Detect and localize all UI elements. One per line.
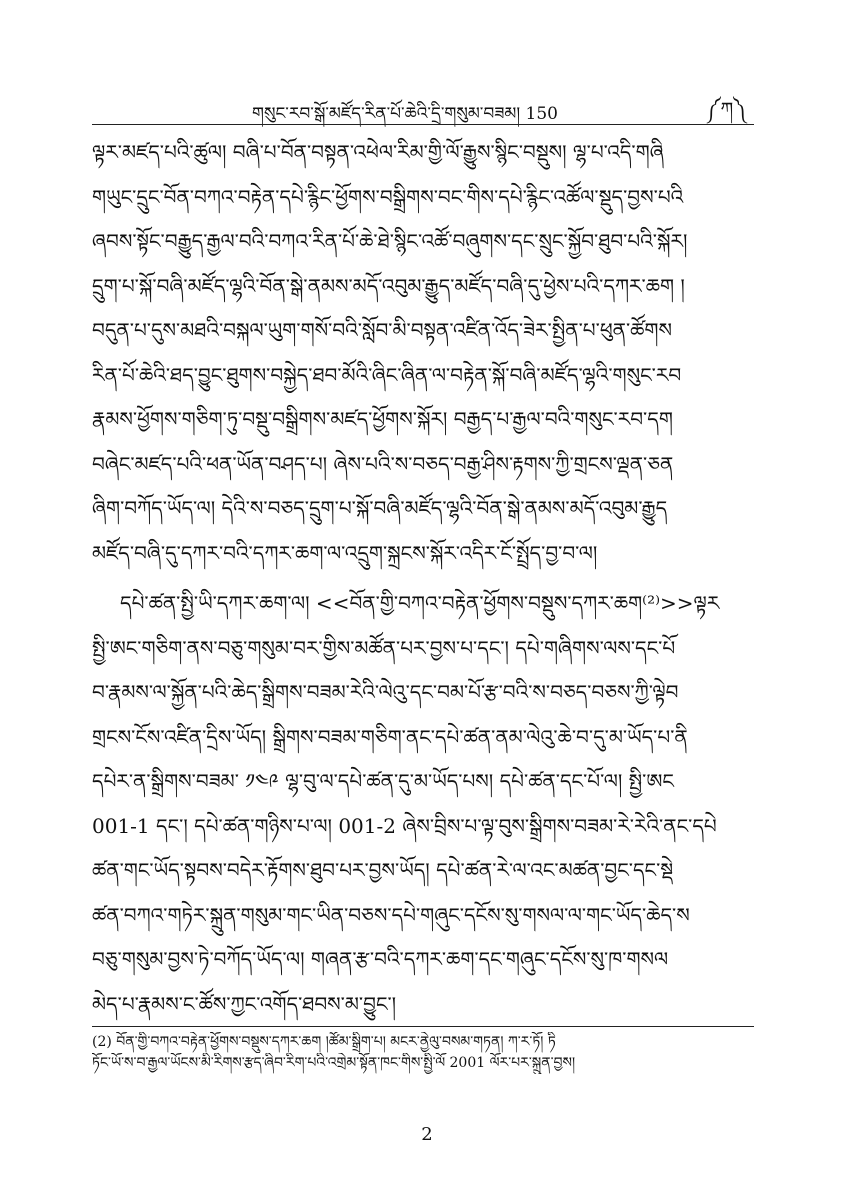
footnote-line: (2) བོན་གྱི་བཀའ་བརྟེན་ཕྱོགས་བསྡུས་དཀར་ཆག །ཚོམ་སྒྲིག་པ། མངར་ནྱེལུ་བསམ་གཏན། ཀ་ར་ཏོ། ཏི (92, 1034, 556, 1050)
text-line: བ་རྣམས་ལ་སྐྱོན་པའི་ཆེད་སྒྲིགས་བཟམ་རེའི་ལེའུ་དང་བམ་པོ་རྩ་བའི་ས་བཅད་བཅས་ཀྱི་ལྟེབ (92, 680, 679, 704)
paragraph-1 (92, 130, 754, 575)
text-line: དྲུག་པ་སྐོ་བཞི་མཛོད་ལྷའི་བོན་སྒེ་ནམས་མདོ་འབུམ་རྒྱུད་མཛོད་བཞི་དུ་ཕྱེས་པའི་དཀར་ཆག ། (92, 273, 685, 298)
running-header-page-label: ༼ཀ༽ (706, 99, 746, 120)
text-line: ཞབས་སྟོང་བརྒྱུད་རྒྱལ་བའི་བཀའ་རིན་པོ་ཆེ་ཐེ་སྙིང་འཚོ་བཞུགས་དང་སྲུང་སྐྱོབ་ཐུབ་པའི་སྐོར། (92, 229, 688, 253)
text-line: རྣམས་ཕྱོགས་གཅིག་ཏུ་བསྡུ་བསྒྲིགས་མཛད་ཕྱོགས་སྐོར། བརྒྱད་པ་རྒྱལ་བའི་གསུང་རབ་དག (92, 407, 673, 431)
text-line: ལྟར་མཛད་པའི་ཚུལ། བཞི་པ་བོན་བསྟན་འཕེལ་རིམ་གྱི་ལོ་རྒྱུས་སྙིང་བསྡུས། ལྷ་པ་འདི་གཞི (92, 140, 664, 164)
text-line: ཞིག་བཀོད་ཡོད་ལ། དེའི་ས་བཅད་དྲུག་པ་སྐོ་བཞི་མཛོད་ལྷའི་བོན་སྒེ་ནམས་མདོ་འབུམ་རྒྱུད (92, 496, 668, 520)
text-line: བདུན་པ་དུས་མཐའི་བསྐལ་ཡུག་གསོ་བའི་སློབ་མི་བསྟན་འཛིན་འོད་ཟེར་སྤྱིན་པ་ཕུན་ཚོགས (92, 318, 672, 342)
text-line: བཞེང་མཛད་པའི་ཕན་ཡོན་བཤད་པ། ཞེས་པའི་ས་བཅད་བརྒྱ་ཤིས་རྟགས་ཀྱི་གྲངས་ལྡན་ཅན (92, 451, 674, 476)
page-number: 2 (421, 1124, 433, 1145)
text-line: ཚན་གང་ཡོད་སྟབས་བདེར་རྟོགས་ཐུབ་པར་བྱས་ཡོད། དཔེ་ཚན་རེ་ལ་འང་མཚན་བྱང་དང་སྡེ (92, 858, 674, 882)
text-line: མཛོད་བཞི་དུ་དཀར་བའི་དཀར་ཆག་ལ་འདྲུག་སྐྲངས་སྐོར་འདིར་ངོ་སྤྲོད་བྱ་བ་ལ། (92, 540, 598, 565)
text-line: མེད་པ་རྣམས་ང་ཚོས་ཀྱང་འགོད་ཐབས་མ་བྱུང་། (92, 991, 397, 1016)
text-line: གཡུང་དྲུང་བོན་བཀའ་བརྟེན་དཔེ་རྙིང་ཕྱོགས་བསྒྲིགས་བང་གིས་དཔེ་རྙིང་འཚོལ་སྡུད་བྱས་པའི (92, 184, 684, 209)
header-rule (92, 124, 754, 125)
text-line: ཚན་བཀའ་གཏེར་སྐྲུན་གསུམ་གང་ཡིན་བཅས་དཔེ་གཞུང་དངོས་སུ་གསལ་ལ་གང་ཡོད་ཆེད་ས (92, 902, 690, 927)
paragraph-2 (92, 581, 754, 1026)
text-line: བཅུ་གསུམ་བྱས་ཏེ་བཀོད་ཡོད་ལ། གཞན་རྩ་བའི་དཀར་ཆག་དང་གཞུང་དངོས་སུ་ཁ་གསལ (92, 947, 669, 971)
footnote-rule (92, 1026, 754, 1027)
text-line: དཔེ་ཚན་སྤྱི་ཡི་དཀར་ཆག་ལ། <<བོན་གྱི་བཀའ་བརྟེན་ཕྱོགས་བསྡུས་དཀར་ཆག⁽²⁾>>ལྟར (120, 591, 720, 615)
text-line: 001-1 དང་། དཔེ་ཚན་གཉིས་པ་ལ། 001-2 ཞེས་བྲིས་པ་ལྟ་བུས་སྒྲིགས་བཟམ་རེ་རེའི་ནང་དཔེ (92, 813, 717, 838)
running-header-title: གསུང་རབ་སྒོ་མཛོད་རིན་པོ་ཆེའི་དྲི་གསུམ་བཟམ། 150 (252, 104, 558, 124)
body-text (92, 130, 754, 1026)
text-line: སྤྱི་ཨང་གཅིག་ནས་བཅུ་གསུམ་བར་གྱིས་མཚོན་པར་བྱས་པ་དང་། དཔེ་གཞིགས་ལས་དང་པོ (92, 635, 676, 660)
text-line: རིན་པོ་ཆེའི་ཐད་བྱུང་ཐུགས་བསྐྱེད་ཐབ་མོའི་ཞིང་ཞིན་ལ་བརྟེན་སྐོ་བཞི་མཛོད་ལྷའི་གསུང་རབ (92, 362, 682, 387)
footnote (92, 1032, 754, 1074)
text-line: གྲངས་ངོས་འཛིན་དྲིས་ཡོད། སྒྲིགས་བཟམ་གཅིག་ནང་དཔེ་ཚན་ནམ་ལེའུ་ཆེ་བ་དུ་མ་ཡོད་པ་ནི (92, 724, 688, 749)
running-header (92, 86, 754, 122)
footnote-line: ཏོང་ཡོ་ས་བ་རྒྱལ་ཡོངས་མི་རིགས་རྩད་ཞིབ་རིག་པའི་འགྲེམ་སྟོན་ཁང་གིས་སྤྱི་ལོ 2001 ལོར་པར་སྐྲུན་བྱས། (92, 1055, 576, 1071)
text-line: དཔེར་ན་སྒྲིགས་བཟམ་ ༡༤༩ ལྷ་བུ་ལ་དཔེ་ཚན་དུ་མ་ཡོད་པས། དཔེ་ཚན་དང་པོ་ལ། སྤྱི་ཨང (92, 769, 674, 793)
